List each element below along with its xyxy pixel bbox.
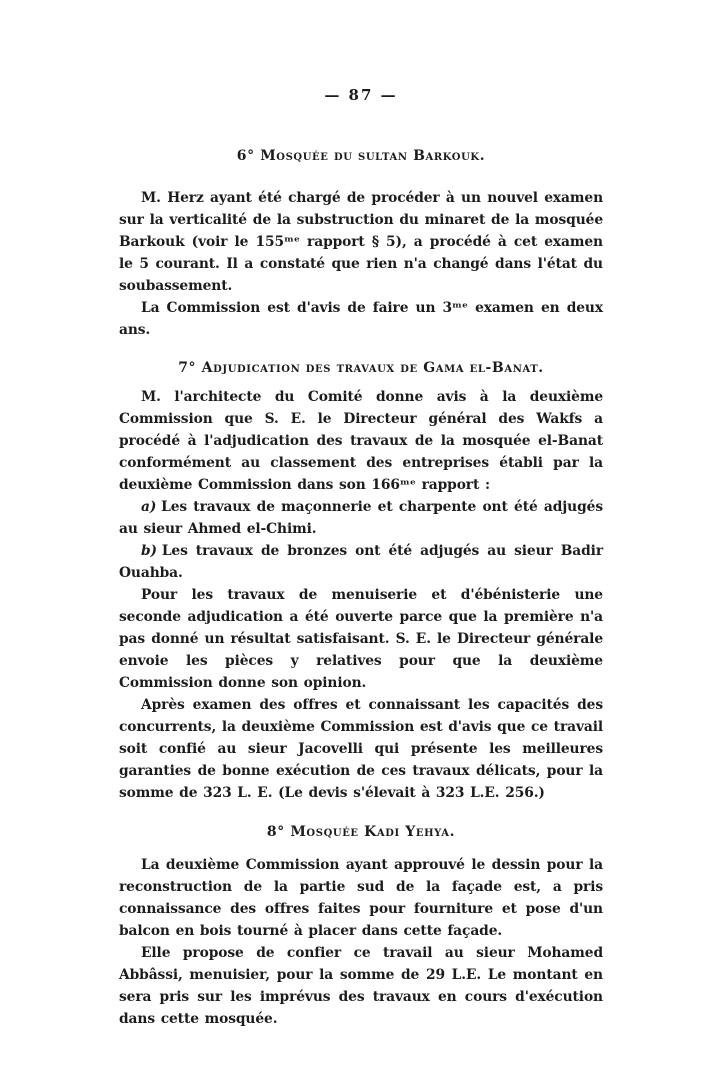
section-6-mosquee-barkouk [119, 145, 603, 341]
section-heading: 6° Mosquée du sultan Barkouk. [236, 148, 486, 164]
paragraph: M. l'architecte du Comité donne avis à la deuxième Commission que S. E. le Directeur général des Wakfs a procédé à l'adjudication des travaux de la mosquée el-Banat conformément au classement des entreprises établi par la deuxième Commission dans son 166ᵐᵉ rapport : [119, 389, 603, 493]
list-marker: b) [141, 543, 157, 559]
list-item [119, 496, 603, 540]
section-7-adjudication-gama-el-banat [119, 357, 603, 804]
section-heading: 8° Mosquée Kadi Yehya. [266, 824, 456, 840]
page-number: — 87 — [324, 86, 398, 104]
list-item-text: Les travaux de maçonnerie et charpente ont été adjugés au sieur Ahmed el-Chimi. [119, 499, 603, 537]
list-marker: a) [141, 499, 157, 515]
section-heading: 7° Adjudication des travaux de Gama el-Banat. [178, 360, 544, 376]
list-item [119, 540, 603, 584]
paragraph: La Commission est d'avis de faire un 3ᵐᵉ examen en deux ans. [119, 300, 603, 338]
section-8-mosquee-kadi-yehya [119, 821, 603, 1030]
paragraph: Pour les travaux de menuiserie et d'ébénisterie une seconde adjudication a été ouverte parce que la première n'a pas donné un résultat satisfaisant. S. E. le Directeur générale envoie les pièces y relatives pour que la deuxième Commission donne son opinion. [119, 587, 603, 691]
paragraph: M. Herz ayant été chargé de procéder à un nouvel examen sur la verticalité de la substruction du minaret de la mosquée Barkouk (voir le 155ᵐᵉ rapport § 5), a procédé à cet examen le 5 courant. Il a constaté que rien n'a changé dans l'état du soubassement. [119, 190, 603, 294]
text-column [119, 84, 603, 1030]
paragraph: Elle propose de confier ce travail au sieur Mohamed Abbâssi, menuisier, pour la somme de 29 L.E. Le montant en sera pris sur les imprévus des travaux en cours d'exécution dans cette mosquée. [119, 945, 603, 1027]
list-item-text: Les travaux de bronzes ont été adjugés au sieur Badir Ouahba. [119, 543, 603, 581]
paragraph: Après examen des offres et connaissant les capacités des concurrents, la deuxième Commission est d'avis que ce travail soit confié au sieur Jacovelli qui présente les meilleures garanties de bonne exécution de ces travaux délicats, pour la somme de 323 L. E. (Le devis s'élevait à 323 L.E. 256.) [119, 697, 603, 801]
paragraph: La deuxième Commission ayant approuvé le dessin pour la reconstruction de la partie sud de la façade est, a pris connaissance des offres faites pour fourniture et pose d'un balcon en bois tourné à placer dans cette façade. [119, 857, 603, 939]
